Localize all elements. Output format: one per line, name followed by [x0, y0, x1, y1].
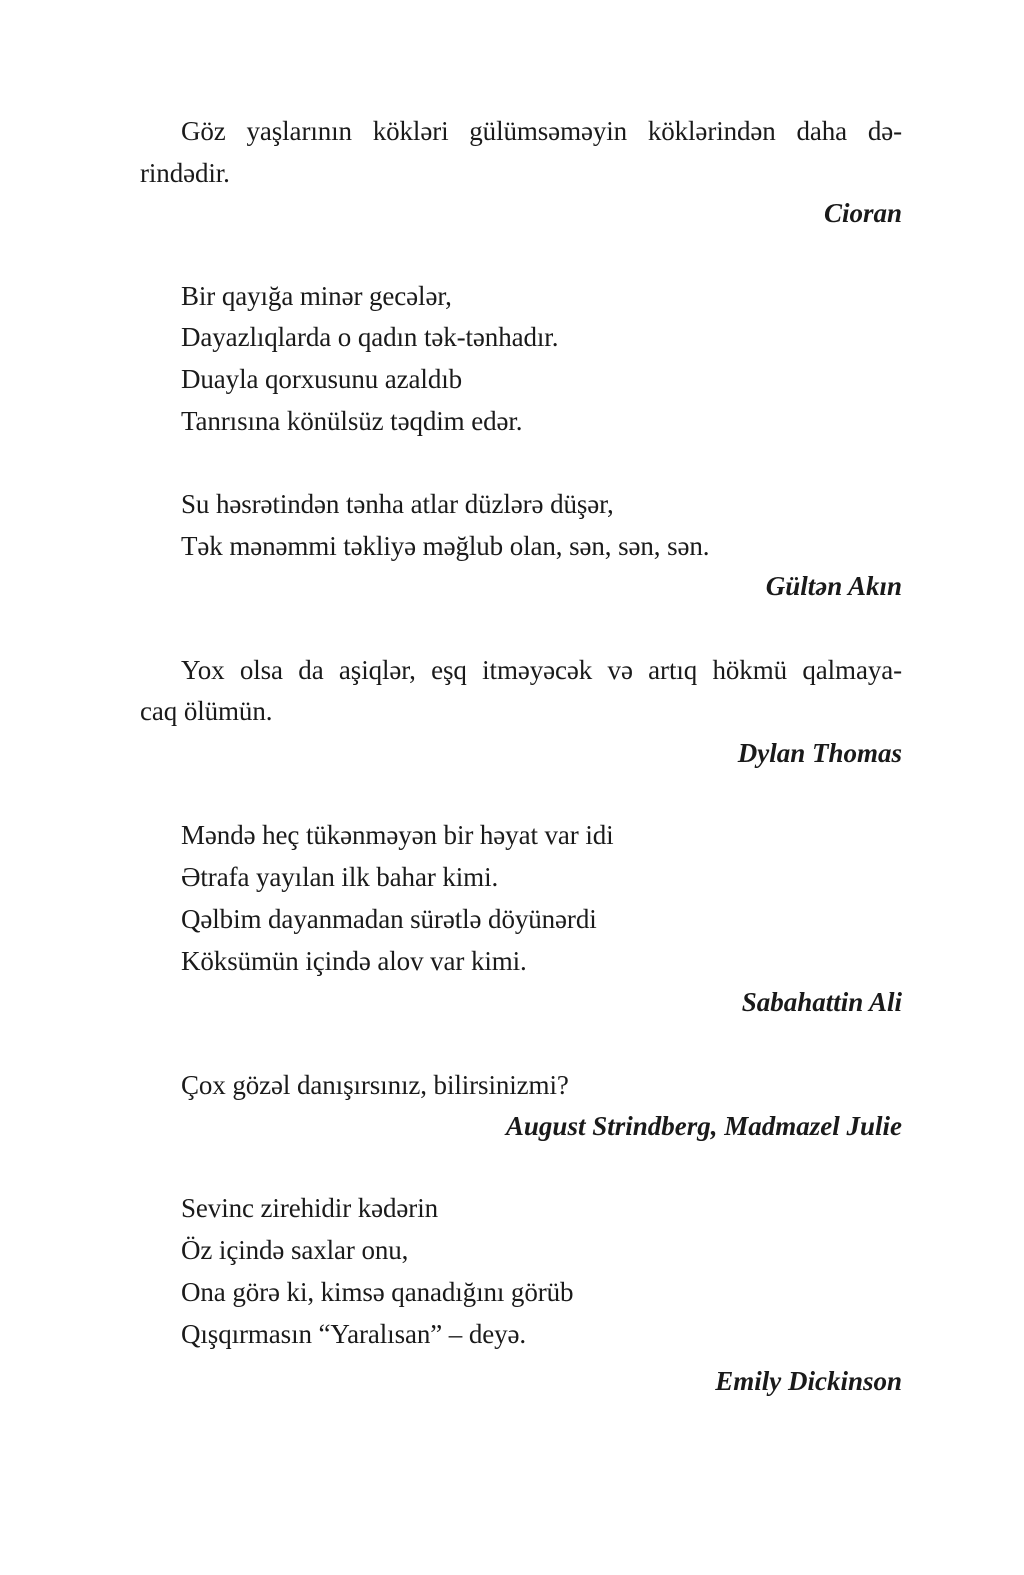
- poem-line: Su həsrətindən tənha atlar düzlərə düşər,: [181, 489, 614, 519]
- poem-line: Dayazlıqlarda o qadın tək-tənhadır.: [181, 322, 559, 352]
- quote-line: Çox gözəl danışırsınız, bilirsinizmi?: [181, 1070, 569, 1100]
- poem-line: Öz içində saxlar onu,: [181, 1235, 409, 1265]
- poem-line: Tək mənəmmi təkliyə məğlub olan, sən, sən, sən.: [181, 531, 710, 561]
- poem-line: Bir qayığa minər gecələr,: [181, 281, 452, 311]
- quote-line: Göz yaşlarının kökləri gülümsəməyin köklərindən daha də-: [181, 116, 902, 146]
- quote-line: Yox olsa da aşiqlər, eşq itməyəcək və artıq hökmü qalmaya-: [181, 655, 902, 685]
- quote-author: Emily Dickinson: [715, 1366, 902, 1396]
- poem-line: Ona görə ki, kimsə qanadığını görüb: [181, 1277, 574, 1307]
- quote-author: August Strindberg, Madmazel Julie: [505, 1111, 902, 1141]
- poem-line: Köksümün içində alov var kimi.: [181, 946, 527, 976]
- poem-line: Məndə heç tükənməyən bir həyat var idi: [181, 820, 614, 850]
- quote-line: rindədir.: [140, 158, 230, 188]
- poem-line: Qəlbim dayanmadan sürətlə döyünərdi: [181, 904, 597, 934]
- quote-author: Dylan Thomas: [737, 738, 902, 768]
- poem-line: Ətrafa yayılan ilk bahar kimi.: [181, 862, 499, 892]
- poem-line: Qışqırmasın “Yaralısan” – deyə.: [181, 1319, 527, 1349]
- page-body: [140, 0, 902, 1575]
- quote-author: Sabahattin Ali: [741, 987, 902, 1017]
- poem-line: Tanrısına könülsüz təqdim edər.: [181, 406, 523, 436]
- quote-author: Gültən Akın: [765, 571, 902, 601]
- quote-author: Cioran: [823, 198, 902, 228]
- quote-line: caq ölümün.: [140, 696, 273, 726]
- poem-line: Duayla qorxusunu azaldıb: [181, 364, 463, 394]
- poem-line: Sevinc zirehidir kədərin: [181, 1193, 439, 1223]
